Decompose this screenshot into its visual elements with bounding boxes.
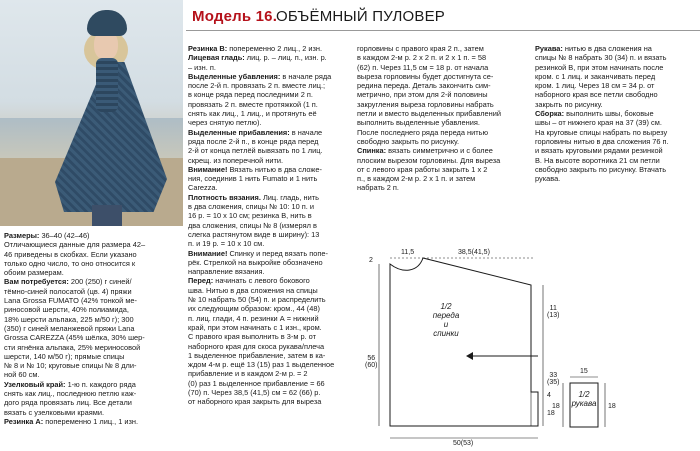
text-line-body: 2-й от конца петлёй вывязать по 1 лиц. bbox=[188, 146, 323, 156]
text-line-body: сти ягнёнка альпака, 25% мериносовой bbox=[4, 342, 141, 352]
text-line-body: ной 60 см. bbox=[4, 370, 40, 380]
text-line bbox=[188, 249, 334, 258]
text-line-heading: Рукава: bbox=[535, 44, 563, 53]
text-line-body: провязать 2 п. вместе протяжкой (1 п. bbox=[188, 99, 318, 109]
text-line-body: В. На высоте воротника 21 см петли bbox=[535, 155, 660, 165]
text-line-heading: Выделенные прибавления: bbox=[188, 127, 290, 137]
text-line-body: скрещ. из поперечной нити. bbox=[188, 155, 284, 165]
text-line-body: их следующим образом: кром., 44 (48) bbox=[188, 304, 320, 314]
text-line-body: (350) г синей меланжевой пряжи Lana bbox=[4, 323, 135, 333]
text-line bbox=[188, 314, 334, 323]
text-line bbox=[4, 240, 145, 249]
text-line bbox=[535, 165, 669, 174]
text-line-body: Спинку и перед вязать попе- bbox=[227, 248, 328, 258]
text-line bbox=[4, 352, 145, 361]
text-line bbox=[535, 63, 669, 72]
text-line-body: шва. Нитью в два сложения на спицы bbox=[188, 285, 318, 295]
text-line-body: плоским вырезом горловины. Для выреза bbox=[357, 155, 501, 165]
text-line bbox=[188, 183, 334, 192]
text-line bbox=[535, 72, 669, 81]
text-line-body: только одно число, то оно относится к bbox=[4, 258, 136, 268]
text-line bbox=[188, 332, 334, 341]
dim-sleeve-top: 15 bbox=[580, 368, 588, 375]
text-line bbox=[188, 267, 334, 276]
text-line bbox=[535, 156, 669, 165]
text-line bbox=[535, 137, 669, 146]
page-header bbox=[186, 6, 700, 31]
dim-right-upper: 11 (13) bbox=[547, 305, 560, 319]
text-line-heading: Внимание! bbox=[188, 164, 228, 174]
text-column-right bbox=[357, 44, 501, 193]
text-line-body: рукава. bbox=[535, 174, 561, 184]
text-line bbox=[188, 397, 334, 406]
text-line-heading: Внимание! bbox=[188, 248, 228, 258]
text-line bbox=[535, 118, 669, 127]
text-line bbox=[357, 118, 501, 127]
text-line-body: обоим размерам. bbox=[4, 268, 64, 278]
text-line-body: попеременно 1 лиц., 1 изн. bbox=[43, 416, 139, 426]
text-line bbox=[357, 128, 501, 137]
dim-right-bottom: 18 bbox=[547, 410, 555, 417]
text-line-body: направление вязания. bbox=[188, 267, 265, 277]
text-line-body: спицы № 8 набрать 30 (34) п. и вязать bbox=[535, 53, 667, 63]
text-line bbox=[4, 296, 145, 305]
text-line-body: риносовой шерсти, 40% полиамида, bbox=[4, 305, 129, 315]
text-line bbox=[188, 165, 334, 174]
text-line-body: горловины с правого края 2 п., затем bbox=[357, 44, 484, 53]
dim-left-side: 56 (60) bbox=[365, 355, 378, 369]
dim-right-low: 4 bbox=[547, 392, 551, 399]
text-line bbox=[188, 109, 334, 118]
photo-hat bbox=[87, 10, 127, 36]
text-line-body: наборного края все петли свободно bbox=[535, 90, 658, 100]
text-line bbox=[357, 63, 501, 72]
text-line bbox=[357, 44, 501, 53]
text-line bbox=[188, 63, 334, 72]
text-line-body: ряда после 2-й п., в конце ряда перед bbox=[188, 136, 319, 146]
dim-sleeve-right: 18 bbox=[608, 403, 616, 410]
text-line bbox=[4, 259, 145, 268]
front-back-label: 1/2 переда и спинки bbox=[432, 302, 460, 338]
text-line-body: после 2-й п. провязать 2 п. вместе лиц.; bbox=[188, 81, 326, 91]
text-line bbox=[357, 72, 501, 81]
text-line bbox=[357, 156, 501, 165]
text-line bbox=[4, 333, 145, 342]
text-line-heading: Резинка А: bbox=[4, 416, 44, 426]
text-line bbox=[357, 100, 501, 109]
text-line-body: – изн. п. bbox=[188, 62, 216, 72]
text-line-body: вязать с узелковыми краями. bbox=[4, 407, 105, 417]
text-line-body: 18% шерсти альпака, 225 м/50 г); 300 bbox=[4, 314, 134, 324]
sleeve-label: 1/2 рукава bbox=[571, 390, 597, 408]
text-line-body: от с левого края работы закрыть 1 х 2 bbox=[357, 164, 488, 174]
text-line bbox=[4, 324, 145, 333]
text-line-body: резинкой В, при этом начинать после bbox=[535, 62, 664, 72]
text-line bbox=[188, 100, 334, 109]
text-line bbox=[188, 258, 334, 267]
text-line bbox=[188, 174, 334, 183]
text-line bbox=[4, 361, 145, 370]
text-line-body: слегка растянутом виде в ширину): 13 bbox=[188, 229, 320, 239]
text-line-body: наборного края для скоса рукава/плеча bbox=[188, 341, 325, 351]
text-line-body: в начале bbox=[289, 127, 323, 137]
text-line-body: После последнего ряда переда нитью bbox=[357, 127, 489, 137]
text-line bbox=[188, 221, 334, 230]
text-line-body: рёк. Стрелкой на выкройке обозначено bbox=[188, 257, 323, 267]
pattern-diagram bbox=[363, 240, 700, 451]
text-line-body: редина переда. Деталь закончить сим- bbox=[357, 81, 491, 91]
text-line bbox=[4, 389, 145, 398]
dim-right-mid: 33 (35) bbox=[547, 372, 560, 386]
text-line bbox=[188, 230, 334, 239]
text-line-body: горловины нитью в два сложения 76 п. bbox=[535, 136, 669, 146]
text-line-body: закругления выреза горловины набрать bbox=[357, 99, 494, 109]
text-line bbox=[535, 44, 669, 53]
text-line bbox=[357, 174, 501, 183]
text-line-body: выполнить выделенные убавления. bbox=[357, 118, 480, 128]
text-line-body: ния, соединив 1 нить Fumato и 1 нить bbox=[188, 174, 318, 184]
text-line bbox=[188, 211, 334, 220]
text-line-body: прибавление и в каждом 2-м р. = 2 bbox=[188, 369, 308, 379]
dim-bottom: 50(53) bbox=[453, 440, 474, 447]
text-line-body: выполнить швы, боковые bbox=[564, 109, 654, 119]
text-line-body: 1 выделенное прибавление, затем в ка- bbox=[188, 350, 326, 360]
text-line bbox=[188, 193, 334, 202]
text-line bbox=[188, 323, 334, 332]
text-line-body: нитью в два сложения на bbox=[562, 44, 652, 53]
photo-legs bbox=[92, 205, 122, 226]
text-line-body: тёмно-синей полосатой (цв. 4) пряжи bbox=[4, 286, 132, 296]
text-line-body: Lana Grossa FUMATO (42% тонкой ме- bbox=[4, 296, 138, 306]
text-line bbox=[535, 53, 669, 62]
model-number: Модель 16. bbox=[192, 8, 278, 25]
text-line bbox=[357, 90, 501, 99]
text-line-body: кром. 1 лиц. Через 18 см = 34 р. от bbox=[535, 81, 655, 91]
text-line bbox=[4, 380, 145, 389]
text-line bbox=[357, 81, 501, 90]
text-line bbox=[535, 90, 669, 99]
text-line bbox=[188, 53, 334, 62]
knit-direction-arrowhead bbox=[466, 352, 473, 360]
text-line bbox=[188, 81, 334, 90]
text-line bbox=[188, 295, 334, 304]
dim-top-width: 38,5(41,5) bbox=[458, 249, 490, 256]
text-line bbox=[357, 137, 501, 146]
text-line bbox=[357, 165, 501, 174]
photo-scarf bbox=[96, 58, 118, 112]
text-line-body: вязать симметрично и с более bbox=[386, 146, 493, 156]
pattern-svg bbox=[363, 240, 700, 451]
text-line-body: в каждом 2-м р. 2 х 2 п. и 2 х 1 п. = 58 bbox=[357, 53, 487, 63]
text-line-body: п. и 19 р. = 10 х 10 см. bbox=[188, 239, 265, 249]
text-line bbox=[535, 81, 669, 90]
text-line-body: край, при этом начинать с 1 изн., кром. bbox=[188, 322, 322, 332]
text-line-heading: Размеры: bbox=[4, 231, 40, 240]
front-piece-outline bbox=[390, 258, 538, 426]
text-line-body: закрыть по рисунку. bbox=[535, 99, 603, 109]
text-line-body: метрично, при этом для 2-й половины bbox=[357, 90, 488, 100]
dim-top-neck: 11,5 bbox=[401, 249, 415, 256]
text-line-body: в начале ряда bbox=[280, 71, 332, 81]
text-line-body: свободно закрыть по рисунку. bbox=[357, 136, 460, 146]
text-line-heading: Лицевая гладь: bbox=[188, 53, 245, 63]
text-line bbox=[357, 53, 501, 62]
text-line-body: Вязать нитью в два сложе- bbox=[227, 164, 322, 174]
text-line bbox=[188, 90, 334, 99]
text-line bbox=[4, 408, 145, 417]
text-line bbox=[357, 146, 501, 155]
text-line-heading: Перед: bbox=[188, 276, 214, 286]
text-line-body: (70) п. Через 38,5 (41,5) см = 62 (66) р. bbox=[188, 387, 321, 397]
text-line bbox=[188, 118, 334, 127]
text-line bbox=[4, 250, 145, 259]
text-line-body: На круговые спицы набрать по вырезу bbox=[535, 127, 668, 137]
text-line-body: С правого края выполнить в 3-м р. от bbox=[188, 332, 317, 342]
text-line-body: п., в каждом 2-м р. 2 х 1 п. и затем bbox=[357, 174, 476, 184]
text-line bbox=[535, 100, 669, 109]
text-line bbox=[188, 304, 334, 313]
text-line-body: петли и вместо выделенных прибавлений bbox=[357, 109, 501, 119]
text-line-heading: Резинка В: bbox=[188, 44, 228, 53]
text-line bbox=[188, 360, 334, 369]
text-line-heading: Спинка: bbox=[357, 146, 387, 156]
text-line-body: 200 (250) г синей/ bbox=[68, 277, 132, 287]
text-line-body: в два сложения, спицы № 10: 10 п. и bbox=[188, 202, 315, 212]
dim-sleeve-left: 18 bbox=[552, 403, 560, 410]
text-line bbox=[188, 44, 334, 53]
text-line-body: кром. с 1 лиц. и заканчивать перед bbox=[535, 71, 656, 81]
text-line bbox=[188, 72, 334, 81]
text-line bbox=[188, 276, 334, 285]
text-line-body: (0) раз 1 выделенное прибавление = 66 bbox=[188, 378, 325, 388]
text-line bbox=[4, 305, 145, 314]
text-line bbox=[4, 417, 145, 426]
text-line bbox=[4, 287, 145, 296]
text-line-body: дого ряда провязать лиц. Все детали bbox=[4, 398, 132, 408]
text-line bbox=[4, 315, 145, 324]
text-line bbox=[188, 137, 334, 146]
text-line-body: в конце ряда перед последними 2 п. bbox=[188, 90, 313, 100]
text-line bbox=[188, 239, 334, 248]
text-line-body: свободно закрыть по рисунку. Втачать bbox=[535, 164, 667, 174]
text-line-body: 36–40 (42–46) bbox=[39, 231, 90, 240]
text-line bbox=[188, 128, 334, 137]
text-line-body: № 8 и № 10; круговые спицы № 8 дли- bbox=[4, 361, 137, 371]
text-line-body: начинать с левого бокового bbox=[213, 276, 310, 286]
text-line-body: выреза горловины будет достигнута се- bbox=[357, 71, 494, 81]
text-line-body: № 10 набрать 50 (54) п. и распределить bbox=[188, 295, 326, 305]
text-line bbox=[188, 388, 334, 397]
text-line bbox=[535, 109, 669, 118]
text-line-body: попеременно 2 лиц., 2 изн. bbox=[227, 44, 323, 53]
text-line bbox=[188, 146, 334, 155]
text-line bbox=[4, 277, 145, 286]
text-line bbox=[535, 174, 669, 183]
text-line bbox=[188, 369, 334, 378]
text-line-heading: Узелковый край: bbox=[4, 379, 66, 389]
text-line bbox=[4, 370, 145, 379]
model-photo bbox=[0, 0, 183, 226]
text-line bbox=[188, 351, 334, 360]
text-line-body: от наборного края закрыть для выреза bbox=[188, 397, 322, 407]
text-line bbox=[357, 183, 501, 192]
text-line-body: набрать 2 п. bbox=[357, 183, 399, 193]
text-line-body: два сложения, спицы № 8 (измерял в bbox=[188, 220, 317, 230]
text-line-body: 1-ю п. каждого ряда bbox=[65, 379, 136, 389]
text-line-heading: Сборка: bbox=[535, 109, 565, 119]
text-line bbox=[188, 202, 334, 211]
text-line-heading: Вам потребуется: bbox=[4, 277, 69, 287]
text-line-body: снять как лиц., 1 лиц., и протянуть её bbox=[188, 109, 317, 119]
text-line-body: Отличающиеся данные для размера 42– bbox=[4, 240, 146, 250]
text-column-left bbox=[4, 231, 145, 426]
text-line bbox=[4, 231, 145, 240]
text-line bbox=[188, 379, 334, 388]
text-line-body: швы – от нижнего края на 37 (39) см. bbox=[535, 118, 662, 128]
text-line bbox=[535, 146, 669, 155]
text-line-body: 16 р. = 10 х 10 см; резинка В, нить в bbox=[188, 211, 312, 221]
text-line bbox=[188, 156, 334, 165]
text-line-body: лиц. р. – лиц. п., изн. р. bbox=[244, 53, 327, 63]
text-line bbox=[188, 342, 334, 351]
text-line-body: п. лиц. глади, 4 п. резинки А = нижний bbox=[188, 313, 319, 323]
text-line-body: ждом 4-м р. ещё 13 (15) раз 1 выделенное bbox=[188, 360, 335, 370]
text-line bbox=[535, 128, 669, 137]
text-line-body: Лиц. гладь, нить bbox=[260, 192, 319, 202]
text-line-body: шерсти, 140 м/50 г); прямые спицы bbox=[4, 351, 125, 361]
text-line bbox=[188, 286, 334, 295]
dim-left-top: 2 bbox=[369, 257, 373, 264]
text-line bbox=[4, 268, 145, 277]
page-title: ОБЪЁМНЫЙ ПУЛОВЕР bbox=[276, 8, 445, 25]
text-line-body: (62) п. Через 11,5 см = 18 р. от начала bbox=[357, 62, 489, 72]
text-line-body: Grossa CAREZZA (45% шёлка, 30% шер- bbox=[4, 333, 145, 343]
text-line bbox=[4, 398, 145, 407]
text-line bbox=[357, 109, 501, 118]
text-column-middle bbox=[188, 44, 334, 407]
text-line-body: и вязать круговыми рядами резинкой bbox=[535, 146, 663, 156]
text-line-body: через снятую петлю). bbox=[188, 118, 262, 128]
text-line-heading: Плотность вязания. bbox=[188, 192, 261, 202]
text-line-body: 46 приведены в скобках. Если указано bbox=[4, 249, 137, 259]
text-line-body: снять как лиц., последнюю петлю каж- bbox=[4, 389, 137, 399]
text-line bbox=[4, 343, 145, 352]
text-column-far-right bbox=[535, 44, 669, 183]
text-line-body: Carezza. bbox=[188, 183, 218, 193]
text-line-heading: Выделенные убавления: bbox=[188, 71, 281, 81]
